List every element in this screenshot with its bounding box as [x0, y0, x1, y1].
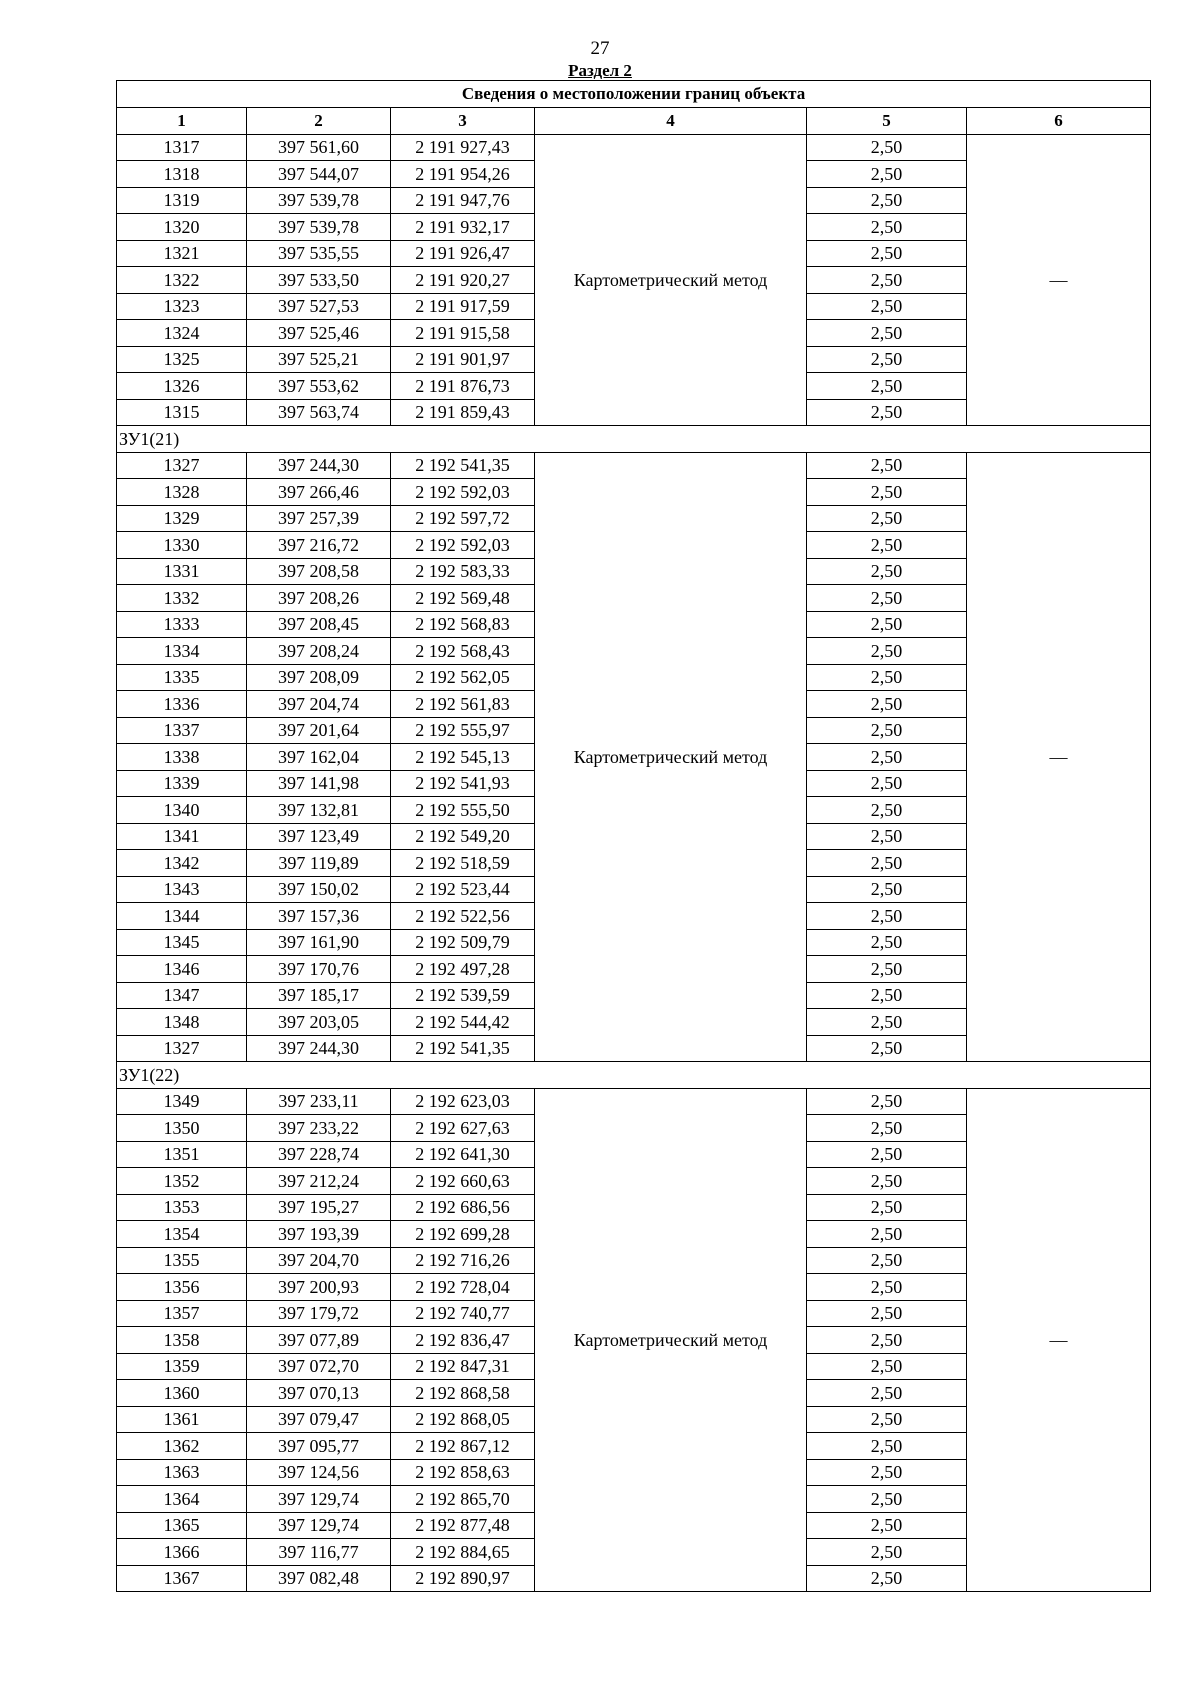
x-coordinate-cell: 397 157,36	[247, 903, 391, 930]
point-number-cell: 1358	[117, 1327, 247, 1354]
y-coordinate-cell: 2 192 562,05	[391, 664, 535, 691]
point-number-cell: 1320	[117, 214, 247, 241]
accuracy-cell: 2,50	[807, 532, 967, 559]
accuracy-cell: 2,50	[807, 638, 967, 665]
accuracy-cell: 2,50	[807, 346, 967, 373]
y-coordinate-cell: 2 192 523,44	[391, 876, 535, 903]
y-coordinate-cell: 2 192 545,13	[391, 744, 535, 771]
table-title: Сведения о местоположении границ объекта	[117, 81, 1151, 108]
y-coordinate-cell: 2 192 568,43	[391, 638, 535, 665]
x-coordinate-cell: 397 233,11	[247, 1088, 391, 1115]
y-coordinate-cell: 2 192 868,05	[391, 1406, 535, 1433]
x-coordinate-cell: 397 077,89	[247, 1327, 391, 1354]
y-coordinate-cell: 2 191 947,76	[391, 187, 535, 214]
column-header: 3	[391, 108, 535, 135]
point-number-cell: 1315	[117, 399, 247, 426]
point-number-cell: 1341	[117, 823, 247, 850]
x-coordinate-cell: 397 525,21	[247, 346, 391, 373]
y-coordinate-cell: 2 192 877,48	[391, 1512, 535, 1539]
point-number-cell: 1350	[117, 1115, 247, 1142]
accuracy-cell: 2,50	[807, 744, 967, 771]
table-body	[117, 134, 1151, 1592]
x-coordinate-cell: 397 553,62	[247, 373, 391, 400]
accuracy-cell: 2,50	[807, 1512, 967, 1539]
group-label: ЗУ1(21)	[117, 426, 1151, 453]
accuracy-cell: 2,50	[807, 320, 967, 347]
y-coordinate-cell: 2 191 954,26	[391, 161, 535, 188]
y-coordinate-cell: 2 192 561,83	[391, 691, 535, 718]
y-coordinate-cell: 2 192 541,35	[391, 1035, 535, 1062]
method-cell: Картометрический метод	[535, 452, 807, 1062]
point-number-cell: 1339	[117, 770, 247, 797]
y-coordinate-cell: 2 192 627,63	[391, 1115, 535, 1142]
accuracy-cell: 2,50	[807, 1327, 967, 1354]
y-coordinate-cell: 2 191 876,73	[391, 373, 535, 400]
x-coordinate-cell: 397 195,27	[247, 1194, 391, 1221]
y-coordinate-cell: 2 191 926,47	[391, 240, 535, 267]
column-header: 4	[535, 108, 807, 135]
y-coordinate-cell: 2 192 549,20	[391, 823, 535, 850]
point-number-cell: 1348	[117, 1009, 247, 1036]
y-coordinate-cell: 2 191 917,59	[391, 293, 535, 320]
accuracy-cell: 2,50	[807, 1565, 967, 1592]
point-number-cell: 1357	[117, 1300, 247, 1327]
point-number-cell: 1331	[117, 558, 247, 585]
point-number-cell: 1343	[117, 876, 247, 903]
table-row	[117, 452, 1151, 479]
x-coordinate-cell: 397 179,72	[247, 1300, 391, 1327]
point-number-cell: 1329	[117, 505, 247, 532]
accuracy-cell: 2,50	[807, 1300, 967, 1327]
x-coordinate-cell: 397 525,46	[247, 320, 391, 347]
y-coordinate-cell: 2 192 583,33	[391, 558, 535, 585]
point-number-cell: 1338	[117, 744, 247, 771]
x-coordinate-cell: 397 535,55	[247, 240, 391, 267]
x-coordinate-cell: 397 170,76	[247, 956, 391, 983]
point-number-cell: 1336	[117, 691, 247, 718]
accuracy-cell: 2,50	[807, 399, 967, 426]
x-coordinate-cell: 397 132,81	[247, 797, 391, 824]
x-coordinate-cell: 397 208,09	[247, 664, 391, 691]
y-coordinate-cell: 2 192 592,03	[391, 532, 535, 559]
y-coordinate-cell: 2 192 541,35	[391, 452, 535, 479]
y-coordinate-cell: 2 192 836,47	[391, 1327, 535, 1354]
accuracy-cell: 2,50	[807, 770, 967, 797]
y-coordinate-cell: 2 192 518,59	[391, 850, 535, 877]
x-coordinate-cell: 397 539,78	[247, 214, 391, 241]
accuracy-cell: 2,50	[807, 1353, 967, 1380]
point-number-cell: 1321	[117, 240, 247, 267]
point-number-cell: 1367	[117, 1565, 247, 1592]
accuracy-cell: 2,50	[807, 956, 967, 983]
x-coordinate-cell: 397 563,74	[247, 399, 391, 426]
y-coordinate-cell: 2 191 915,58	[391, 320, 535, 347]
point-number-cell: 1328	[117, 479, 247, 506]
y-coordinate-cell: 2 192 597,72	[391, 505, 535, 532]
x-coordinate-cell: 397 208,24	[247, 638, 391, 665]
accuracy-cell: 2,50	[807, 1459, 967, 1486]
accuracy-cell: 2,50	[807, 1194, 967, 1221]
accuracy-cell: 2,50	[807, 823, 967, 850]
accuracy-cell: 2,50	[807, 214, 967, 241]
accuracy-cell: 2,50	[807, 1009, 967, 1036]
accuracy-cell: 2,50	[807, 1380, 967, 1407]
accuracy-cell: 2,50	[807, 240, 967, 267]
x-coordinate-cell: 397 150,02	[247, 876, 391, 903]
point-number-cell: 1351	[117, 1141, 247, 1168]
point-number-cell: 1365	[117, 1512, 247, 1539]
x-coordinate-cell: 397 129,74	[247, 1512, 391, 1539]
accuracy-cell: 2,50	[807, 903, 967, 930]
table-row	[117, 134, 1151, 161]
point-number-cell: 1318	[117, 161, 247, 188]
point-number-cell: 1342	[117, 850, 247, 877]
accuracy-cell: 2,50	[807, 267, 967, 294]
x-coordinate-cell: 397 244,30	[247, 452, 391, 479]
accuracy-cell: 2,50	[807, 1221, 967, 1248]
y-coordinate-cell: 2 192 641,30	[391, 1141, 535, 1168]
y-coordinate-cell: 2 192 686,56	[391, 1194, 535, 1221]
x-coordinate-cell: 397 193,39	[247, 1221, 391, 1248]
point-number-cell: 1364	[117, 1486, 247, 1513]
point-number-cell: 1337	[117, 717, 247, 744]
accuracy-cell: 2,50	[807, 1539, 967, 1566]
accuracy-cell: 2,50	[807, 373, 967, 400]
page-number: 27	[590, 38, 610, 59]
column-6-cell: —	[967, 1088, 1151, 1592]
accuracy-cell: 2,50	[807, 1247, 967, 1274]
x-coordinate-cell: 397 129,74	[247, 1486, 391, 1513]
table-row	[117, 1088, 1151, 1115]
accuracy-cell: 2,50	[807, 982, 967, 1009]
y-coordinate-cell: 2 192 740,77	[391, 1300, 535, 1327]
y-coordinate-cell: 2 192 890,97	[391, 1565, 535, 1592]
y-coordinate-cell: 2 192 555,97	[391, 717, 535, 744]
x-coordinate-cell: 397 208,45	[247, 611, 391, 638]
x-coordinate-cell: 397 123,49	[247, 823, 391, 850]
point-number-cell: 1344	[117, 903, 247, 930]
y-coordinate-cell: 2 192 497,28	[391, 956, 535, 983]
x-coordinate-cell: 397 266,46	[247, 479, 391, 506]
accuracy-cell: 2,50	[807, 1274, 967, 1301]
point-number-cell: 1362	[117, 1433, 247, 1460]
x-coordinate-cell: 397 208,58	[247, 558, 391, 585]
y-coordinate-cell: 2 191 859,43	[391, 399, 535, 426]
accuracy-cell: 2,50	[807, 161, 967, 188]
accuracy-cell: 2,50	[807, 1088, 967, 1115]
point-number-cell: 1340	[117, 797, 247, 824]
point-number-cell: 1347	[117, 982, 247, 1009]
y-coordinate-cell: 2 192 592,03	[391, 479, 535, 506]
column-header: 6	[967, 108, 1151, 135]
x-coordinate-cell: 397 204,70	[247, 1247, 391, 1274]
x-coordinate-cell: 397 539,78	[247, 187, 391, 214]
x-coordinate-cell: 397 527,53	[247, 293, 391, 320]
x-coordinate-cell: 397 533,50	[247, 267, 391, 294]
column-header: 2	[247, 108, 391, 135]
x-coordinate-cell: 397 544,07	[247, 161, 391, 188]
point-number-cell: 1326	[117, 373, 247, 400]
accuracy-cell: 2,50	[807, 929, 967, 956]
point-number-cell: 1323	[117, 293, 247, 320]
x-coordinate-cell: 397 244,30	[247, 1035, 391, 1062]
y-coordinate-cell: 2 192 716,26	[391, 1247, 535, 1274]
y-coordinate-cell: 2 192 867,12	[391, 1433, 535, 1460]
y-coordinate-cell: 2 192 539,59	[391, 982, 535, 1009]
y-coordinate-cell: 2 191 927,43	[391, 134, 535, 161]
x-coordinate-cell: 397 200,93	[247, 1274, 391, 1301]
point-number-cell: 1354	[117, 1221, 247, 1248]
x-coordinate-cell: 397 070,13	[247, 1380, 391, 1407]
y-coordinate-cell: 2 192 728,04	[391, 1274, 535, 1301]
accuracy-cell: 2,50	[807, 1035, 967, 1062]
x-coordinate-cell: 397 072,70	[247, 1353, 391, 1380]
x-coordinate-cell: 397 233,22	[247, 1115, 391, 1142]
y-coordinate-cell: 2 192 568,83	[391, 611, 535, 638]
y-coordinate-cell: 2 191 901,97	[391, 346, 535, 373]
accuracy-cell: 2,50	[807, 797, 967, 824]
method-cell: Картометрический метод	[535, 1088, 807, 1592]
accuracy-cell: 2,50	[807, 558, 967, 585]
group-header-row	[117, 426, 1151, 453]
y-coordinate-cell: 2 192 699,28	[391, 1221, 535, 1248]
x-coordinate-cell: 397 141,98	[247, 770, 391, 797]
column-6-cell: —	[967, 134, 1151, 426]
point-number-cell: 1361	[117, 1406, 247, 1433]
accuracy-cell: 2,50	[807, 1406, 967, 1433]
y-coordinate-cell: 2 192 858,63	[391, 1459, 535, 1486]
point-number-cell: 1335	[117, 664, 247, 691]
x-coordinate-cell: 397 079,47	[247, 1406, 391, 1433]
section-title: Раздел 2	[568, 61, 632, 80]
accuracy-cell: 2,50	[807, 505, 967, 532]
y-coordinate-cell: 2 192 660,63	[391, 1168, 535, 1195]
y-coordinate-cell: 2 192 884,65	[391, 1539, 535, 1566]
x-coordinate-cell: 397 119,89	[247, 850, 391, 877]
method-cell: Картометрический метод	[535, 134, 807, 426]
x-coordinate-cell: 397 201,64	[247, 717, 391, 744]
x-coordinate-cell: 397 228,74	[247, 1141, 391, 1168]
y-coordinate-cell: 2 192 569,48	[391, 585, 535, 612]
accuracy-cell: 2,50	[807, 187, 967, 214]
y-coordinate-cell: 2 192 555,50	[391, 797, 535, 824]
group-header-row	[117, 1062, 1151, 1089]
accuracy-cell: 2,50	[807, 1168, 967, 1195]
point-number-cell: 1319	[117, 187, 247, 214]
accuracy-cell: 2,50	[807, 1433, 967, 1460]
point-number-cell: 1333	[117, 611, 247, 638]
point-number-cell: 1334	[117, 638, 247, 665]
x-coordinate-cell: 397 162,04	[247, 744, 391, 771]
point-number-cell: 1345	[117, 929, 247, 956]
boundary-coordinates-table	[116, 80, 1151, 1592]
point-number-cell: 1332	[117, 585, 247, 612]
accuracy-cell: 2,50	[807, 134, 967, 161]
accuracy-cell: 2,50	[807, 1486, 967, 1513]
point-number-cell: 1346	[117, 956, 247, 983]
x-coordinate-cell: 397 561,60	[247, 134, 391, 161]
x-coordinate-cell: 397 257,39	[247, 505, 391, 532]
x-coordinate-cell: 397 212,24	[247, 1168, 391, 1195]
point-number-cell: 1355	[117, 1247, 247, 1274]
accuracy-cell: 2,50	[807, 479, 967, 506]
accuracy-cell: 2,50	[807, 1115, 967, 1142]
accuracy-cell: 2,50	[807, 293, 967, 320]
x-coordinate-cell: 397 216,72	[247, 532, 391, 559]
x-coordinate-cell: 397 185,17	[247, 982, 391, 1009]
point-number-cell: 1349	[117, 1088, 247, 1115]
x-coordinate-cell: 397 208,26	[247, 585, 391, 612]
column-header: 1	[117, 108, 247, 135]
point-number-cell: 1356	[117, 1274, 247, 1301]
point-number-cell: 1360	[117, 1380, 247, 1407]
point-number-cell: 1324	[117, 320, 247, 347]
point-number-cell: 1325	[117, 346, 247, 373]
x-coordinate-cell: 397 204,74	[247, 691, 391, 718]
accuracy-cell: 2,50	[807, 611, 967, 638]
point-number-cell: 1322	[117, 267, 247, 294]
accuracy-cell: 2,50	[807, 717, 967, 744]
y-coordinate-cell: 2 192 509,79	[391, 929, 535, 956]
y-coordinate-cell: 2 192 847,31	[391, 1353, 535, 1380]
y-coordinate-cell: 2 192 865,70	[391, 1486, 535, 1513]
column-6-cell: —	[967, 452, 1151, 1062]
y-coordinate-cell: 2 192 522,56	[391, 903, 535, 930]
group-label: ЗУ1(22)	[117, 1062, 1151, 1089]
point-number-cell: 1317	[117, 134, 247, 161]
point-number-cell: 1366	[117, 1539, 247, 1566]
y-coordinate-cell: 2 192 868,58	[391, 1380, 535, 1407]
accuracy-cell: 2,50	[807, 1141, 967, 1168]
y-coordinate-cell: 2 191 932,17	[391, 214, 535, 241]
accuracy-cell: 2,50	[807, 691, 967, 718]
accuracy-cell: 2,50	[807, 876, 967, 903]
point-number-cell: 1352	[117, 1168, 247, 1195]
y-coordinate-cell: 2 191 920,27	[391, 267, 535, 294]
x-coordinate-cell: 397 082,48	[247, 1565, 391, 1592]
column-header: 5	[807, 108, 967, 135]
y-coordinate-cell: 2 192 541,93	[391, 770, 535, 797]
x-coordinate-cell: 397 203,05	[247, 1009, 391, 1036]
x-coordinate-cell: 397 095,77	[247, 1433, 391, 1460]
x-coordinate-cell: 397 124,56	[247, 1459, 391, 1486]
point-number-cell: 1359	[117, 1353, 247, 1380]
y-coordinate-cell: 2 192 544,42	[391, 1009, 535, 1036]
point-number-cell: 1330	[117, 532, 247, 559]
point-number-cell: 1353	[117, 1194, 247, 1221]
accuracy-cell: 2,50	[807, 850, 967, 877]
y-coordinate-cell: 2 192 623,03	[391, 1088, 535, 1115]
point-number-cell: 1327	[117, 1035, 247, 1062]
x-coordinate-cell: 397 116,77	[247, 1539, 391, 1566]
accuracy-cell: 2,50	[807, 585, 967, 612]
x-coordinate-cell: 397 161,90	[247, 929, 391, 956]
point-number-cell: 1327	[117, 452, 247, 479]
accuracy-cell: 2,50	[807, 452, 967, 479]
point-number-cell: 1363	[117, 1459, 247, 1486]
accuracy-cell: 2,50	[807, 664, 967, 691]
